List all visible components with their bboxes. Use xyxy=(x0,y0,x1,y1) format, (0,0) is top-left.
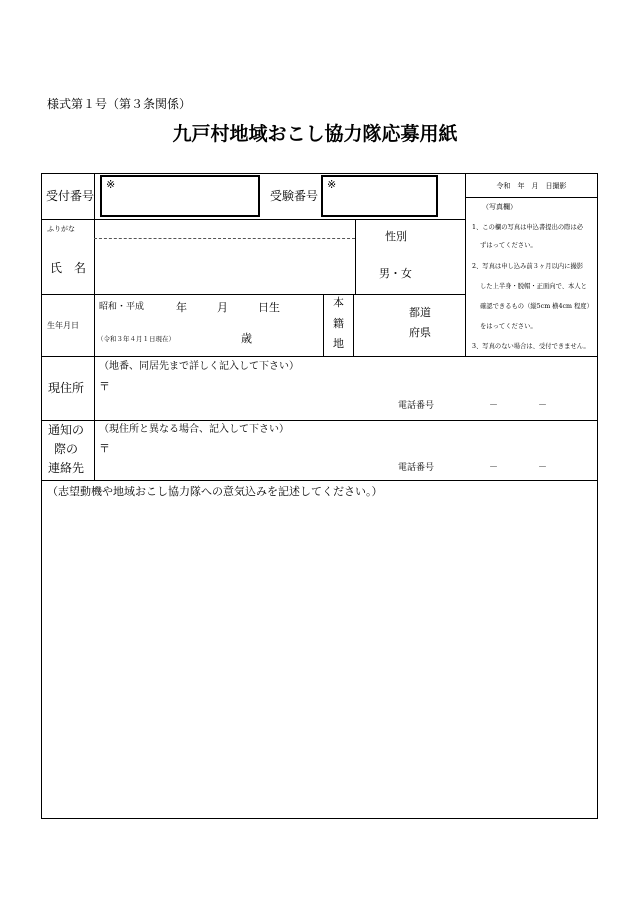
contact-input[interactable] xyxy=(112,440,592,460)
birth-as-of: （令和３年４月１日現在） xyxy=(97,335,175,343)
name-input[interactable] xyxy=(96,241,353,292)
reception-number-label: 受付番号 xyxy=(46,189,95,203)
contact-phone-sep: － xyxy=(538,463,548,473)
address-hint: （地番、同居先まで詳しく記入して下さい） xyxy=(99,361,299,372)
gender-options[interactable]: 男・女 xyxy=(379,267,412,280)
motivation-textarea[interactable] xyxy=(44,503,594,815)
birth-day-unit: 日生 xyxy=(258,301,280,314)
photo-note: 確認できるもの（縦5cm 横4cm 程度） xyxy=(480,303,593,310)
address-input[interactable] xyxy=(112,378,592,398)
photo-note: 2、写真は申し込み前３ヶ月以内に撮影 xyxy=(472,263,584,270)
photo-note: をはってください。 xyxy=(480,323,537,330)
exam-number-label: 受験番号 xyxy=(270,189,319,203)
birth-month-unit: 月 xyxy=(217,301,228,314)
photo-date-line: 令和 年 月 日撮影 xyxy=(496,182,567,190)
contact-hint: （現住所と異なる場合、記入して下さい） xyxy=(99,424,289,435)
photo-heading: （写真欄） xyxy=(482,203,517,211)
name-label: 氏 名 xyxy=(50,261,87,275)
photo-note: 1、この欄の写真は申込書提出の際は必 xyxy=(472,224,584,231)
page-title: 九戸村地域おこし協力隊応募用紙 xyxy=(172,123,458,145)
address-label: 現住所 xyxy=(48,381,85,395)
photo-note: した上半身・脱帽・正面向で、本人と xyxy=(480,283,587,290)
contact-postal-mark: 〒 xyxy=(99,442,110,455)
age-unit: 歳 xyxy=(241,332,252,345)
furigana-label: ふりがな xyxy=(47,225,75,233)
domicile-input[interactable] xyxy=(355,296,405,354)
exam-number-box[interactable] xyxy=(321,175,438,217)
motivation-hint: （志望動機や地域おこし協力隊への意気込みを記述してください。） xyxy=(47,485,383,498)
reception-number-box[interactable] xyxy=(100,175,260,217)
birth-year-unit: 年 xyxy=(176,301,187,314)
address-phone-sep: － xyxy=(489,401,499,411)
domicile-label-1: 本 xyxy=(333,296,344,309)
furigana-input[interactable] xyxy=(96,221,353,237)
birth-era[interactable]: 昭和・平成 xyxy=(99,302,145,312)
contact-phone-label: 電話番号 xyxy=(398,463,435,473)
domicile-pref-1: 都道 xyxy=(409,306,431,319)
contact-phone-sep: － xyxy=(489,463,499,473)
exam-mark: ※ xyxy=(327,178,337,191)
contact-label-1: 通知の xyxy=(48,423,85,437)
gender-label: 性別 xyxy=(385,230,407,243)
address-phone-label: 電話番号 xyxy=(398,401,435,411)
domicile-label-2: 籍 xyxy=(333,317,344,330)
photo-note: 3、写真のない場合は、受付できません。 xyxy=(472,343,590,350)
reception-mark: ※ xyxy=(106,178,116,191)
domicile-label-3: 地 xyxy=(333,337,344,350)
address-postal-mark: 〒 xyxy=(99,380,110,393)
form-number: 様式第１号（第３条関係） xyxy=(47,97,192,111)
birth-label: 生年月日 xyxy=(47,321,79,330)
contact-label-2: 際の xyxy=(54,442,79,456)
contact-label-3: 連絡先 xyxy=(48,461,85,475)
domicile-pref-2: 府県 xyxy=(409,326,431,339)
photo-note: ずはってください。 xyxy=(480,242,537,249)
address-phone-sep: － xyxy=(538,401,548,411)
